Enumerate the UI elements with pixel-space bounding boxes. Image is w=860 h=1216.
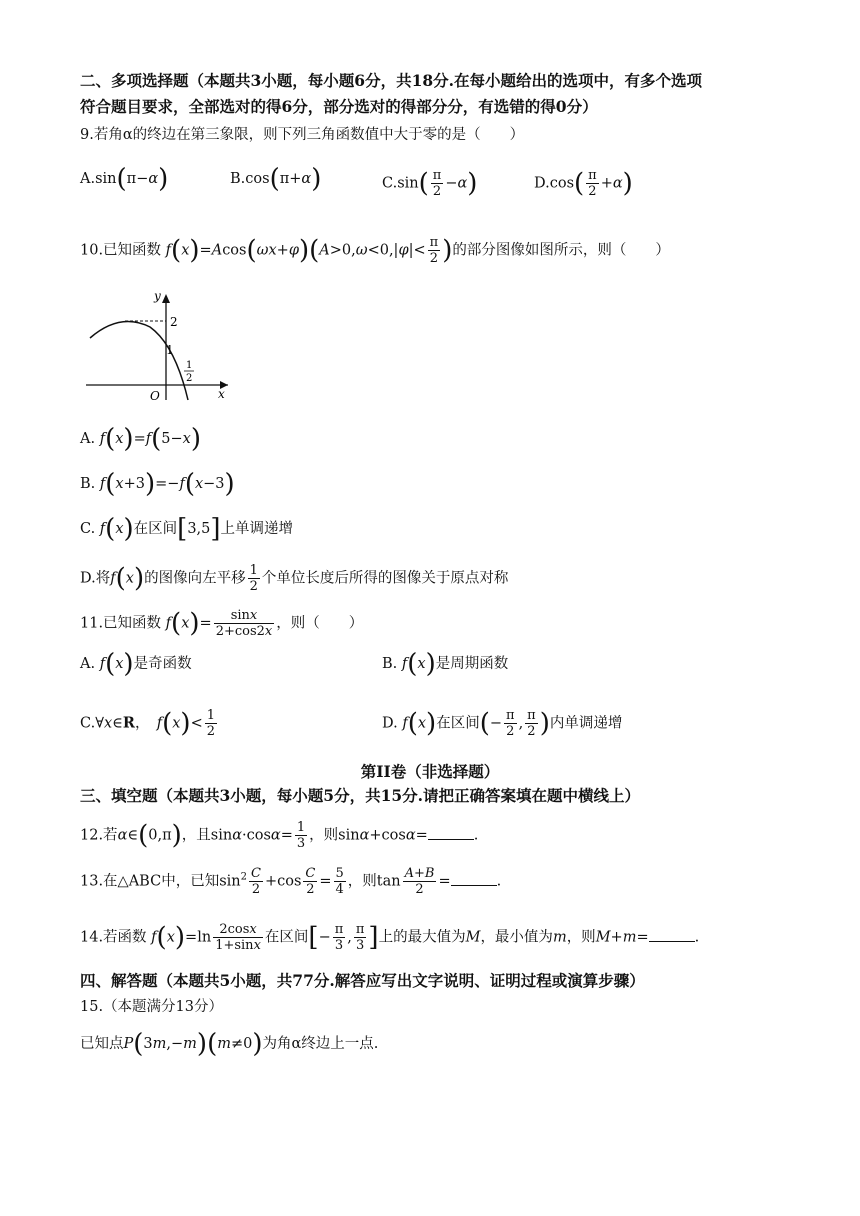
q10-stem: 10.已知函数 f(x)=Acos(ωx+φ)(A>0,ω<0,|φ|< $\frac{\pi}{2}$ )的部分图像如图所示，则（ ） (80, 235, 670, 266)
section2-header-line2: 符合题目要求，全部选对的得6分，部分选对的得部分分，有选错的得0分） (80, 97, 598, 116)
q14-answer-blank[interactable] (649, 927, 695, 942)
q12-answer-blank[interactable] (428, 825, 474, 840)
q11-stem: 11.已知函数 f(x)= $\frac{\sin x}{2+\cos 2x}$ ，则（ ） (80, 608, 364, 639)
q10-option-d: D.将f(x)的图像向左平移 $\frac{1}{2}$ 个单位长度后所得的图像关于原点对称 (80, 563, 509, 594)
q9-option-c: C.sin( $\frac{\pi}{2}$ −α) (382, 168, 478, 199)
graph-y-label: y (154, 290, 161, 303)
q9-option-a: A.sin(π−α) (80, 164, 169, 194)
q10-option-a: A. f(x)=f(5−x) (80, 424, 201, 454)
q13-question: 13.在△ABC中，已知$\sin^2$ $\frac{C}{2}$ +cos $\frac{C}{2}$ = $\frac{5}{4}$ ，则tan $\frac{A+B}{2}$ = . (80, 866, 502, 897)
q9-stem: 9.若角α的终边在第三象限，则下列三角函数值中大于零的是（ ） (80, 127, 525, 143)
q10-option-c: C. f(x)在区间[3,5]上单调递增 (80, 514, 294, 544)
q10-option-b: B. f(x+3)=−f(x−3) (80, 469, 235, 499)
q11-option-a: A. f(x)是奇函数 (80, 649, 192, 679)
section2-header-line1: 二、多项选择题（本题共3小题，每小题6分，共18分.在每小题给出的选项中，有多个选项 (80, 71, 703, 90)
graph-origin-label: O (150, 389, 160, 403)
q15-stem: 已知点P(3m,−m)(m≠0)为角α终边上一点. (80, 1029, 379, 1059)
section3-header: 三、填空题（本题共3小题，每小题5分，共15分.请把正确答案填在题中横线上） (80, 786, 641, 805)
q10-function-graph (80, 290, 230, 405)
q9-option-b: B.cos(π+α) (230, 164, 322, 194)
q11-option-d: D. f(x)在区间(− $\frac{\pi}{2}$ , $\frac{\pi}{2}$ )内单调递增 (382, 708, 623, 739)
graph-tick-half-den: 2 (186, 373, 193, 384)
q15-title: 15.（本题满分13分） (80, 999, 224, 1015)
q9-option-d: D.cos( $\frac{\pi}{2}$ +α) (534, 168, 633, 199)
q14-question: 14.若函数 f(x)=ln $\frac{2\cos x}{1+\sin x}$ 在区间[− $\frac{\pi}{3}$ , $\frac{\pi}{3}$ ]上的最大值为M，最小值为m，则M+m= . (80, 922, 700, 953)
q11-option-c: C.∀x∈R， f(x)< $\frac{1}{2}$ (80, 708, 215, 739)
section4-header: 四、解答题（本题共5小题，共77分.解答应写出文字说明、证明过程或演算步骤） (80, 971, 645, 990)
graph-tick-half-num: 1 (186, 360, 193, 371)
q13-answer-blank[interactable] (451, 871, 497, 886)
q12-question: 12.若α∈(0,π)，且sinα·cosα= $\frac{1}{3}$ ，则sinα+cosα= . (80, 820, 479, 851)
graph-tick-1: 1 (166, 343, 174, 357)
part2-title: 第II卷（非选择题） (360, 762, 500, 781)
graph-tick-2: 2 (170, 315, 178, 329)
graph-x-label: x (218, 387, 225, 401)
q11-option-b: B. f(x)是周期函数 (382, 649, 509, 679)
